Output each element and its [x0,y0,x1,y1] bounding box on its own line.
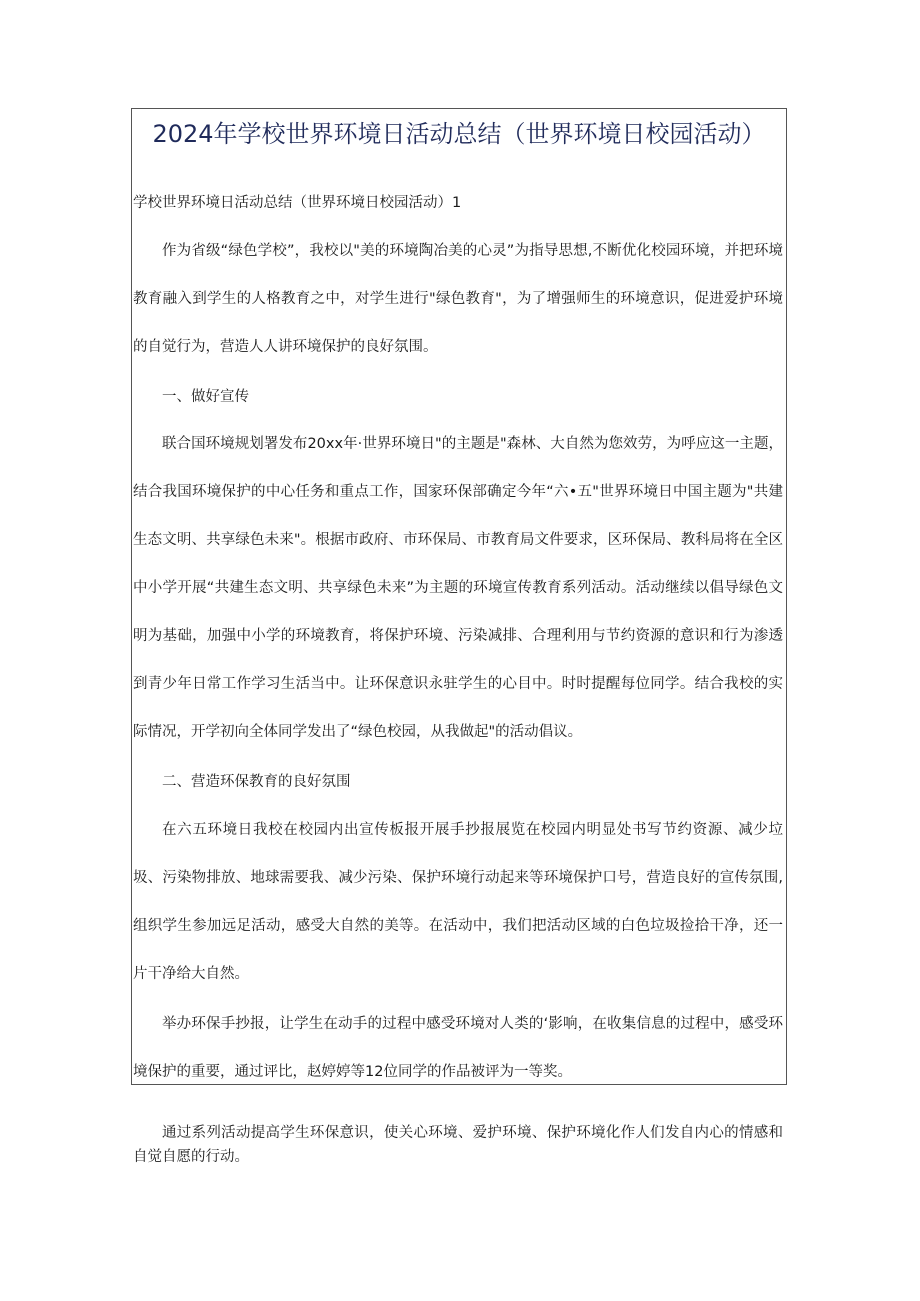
section-heading-publicity: 一、做好宣传 [162,389,249,405]
intro-paragraph: 作为省级“绿色学校”，我校以"美的环境陶冶美的心灵”为指导思想,不断优化校园环境，并把环境教育融入到学生的人格教育之中，对学生进行"绿色教育"，为了增强师生的环境意识，促进爱护环境的自觉行为，营造人人讲环境保护的良好氛围。 [133,243,783,355]
document-title: 2024年学校世界环境日活动总结（世界环境日校园活动） [152,120,766,148]
atmosphere-paragraph: 在六五环境日我校在校园内出宣传板报开展手抄报展览在校园内明显处书写节约资源、减少垃圾、污染物排放、地球需要我、减少污染、保护环境行动起来等环境保护口号，营造良好的宣传氛围,组织学生参加远足活动，感受大自然的美等。在活动中，我们把活动区域的白色垃圾捡拾干净，还一片干净给大自然。 [133,822,783,982]
handcopy-newspaper-paragraph: 举办环保手抄报，让学生在动手的过程中感受环境对人类的‘影响，在收集信息的过程中，感受环境保护的重要，通过评比，赵婷婷等12位同学的作品被评为一等奖。 [133,1016,783,1080]
document-subtitle: 学校世界环境日活动总结（世界环境日校园活动）1 [133,195,462,211]
section-heading-atmosphere: 二、营造环保教育的良好氛围 [162,774,351,790]
publicity-paragraph: 联合国环境规划署发布20xx年·世界环境日"的主题是"森林、大自然为您效劳，为呼应这一主题，结合我国环境保护的中心任务和重点工作，国家环保部确定今年“六•五"世界环境日中国主题为"共建生态文明、共享绿色未来"。根据市政府、市环保局、市教育局文件要求，区环保局、教科局将在全区中小学开展“共建生态文明、共享绿色未来”为主题的环境宣传教育系列活动。活动继续以倡导绿色文明为基础，加强中小学的环境教育，将保护环境、污染减排、合理利用与节约资源的意识和行为渗透到青少年日常工作学习生活当中。让环保意识永驻学生的心目中。时时提醒每位同学。结合我校的实际情况，开学初向全体同学发出了“绿色校园，从我做起"的活动倡议。 [133,436,783,740]
closing-paragraph: 通过系列活动提高学生环保意识，使关心环境、爱护环境、保护环境化作人们发自内心的情感和自觉自愿的行动。 [133,1125,783,1165]
